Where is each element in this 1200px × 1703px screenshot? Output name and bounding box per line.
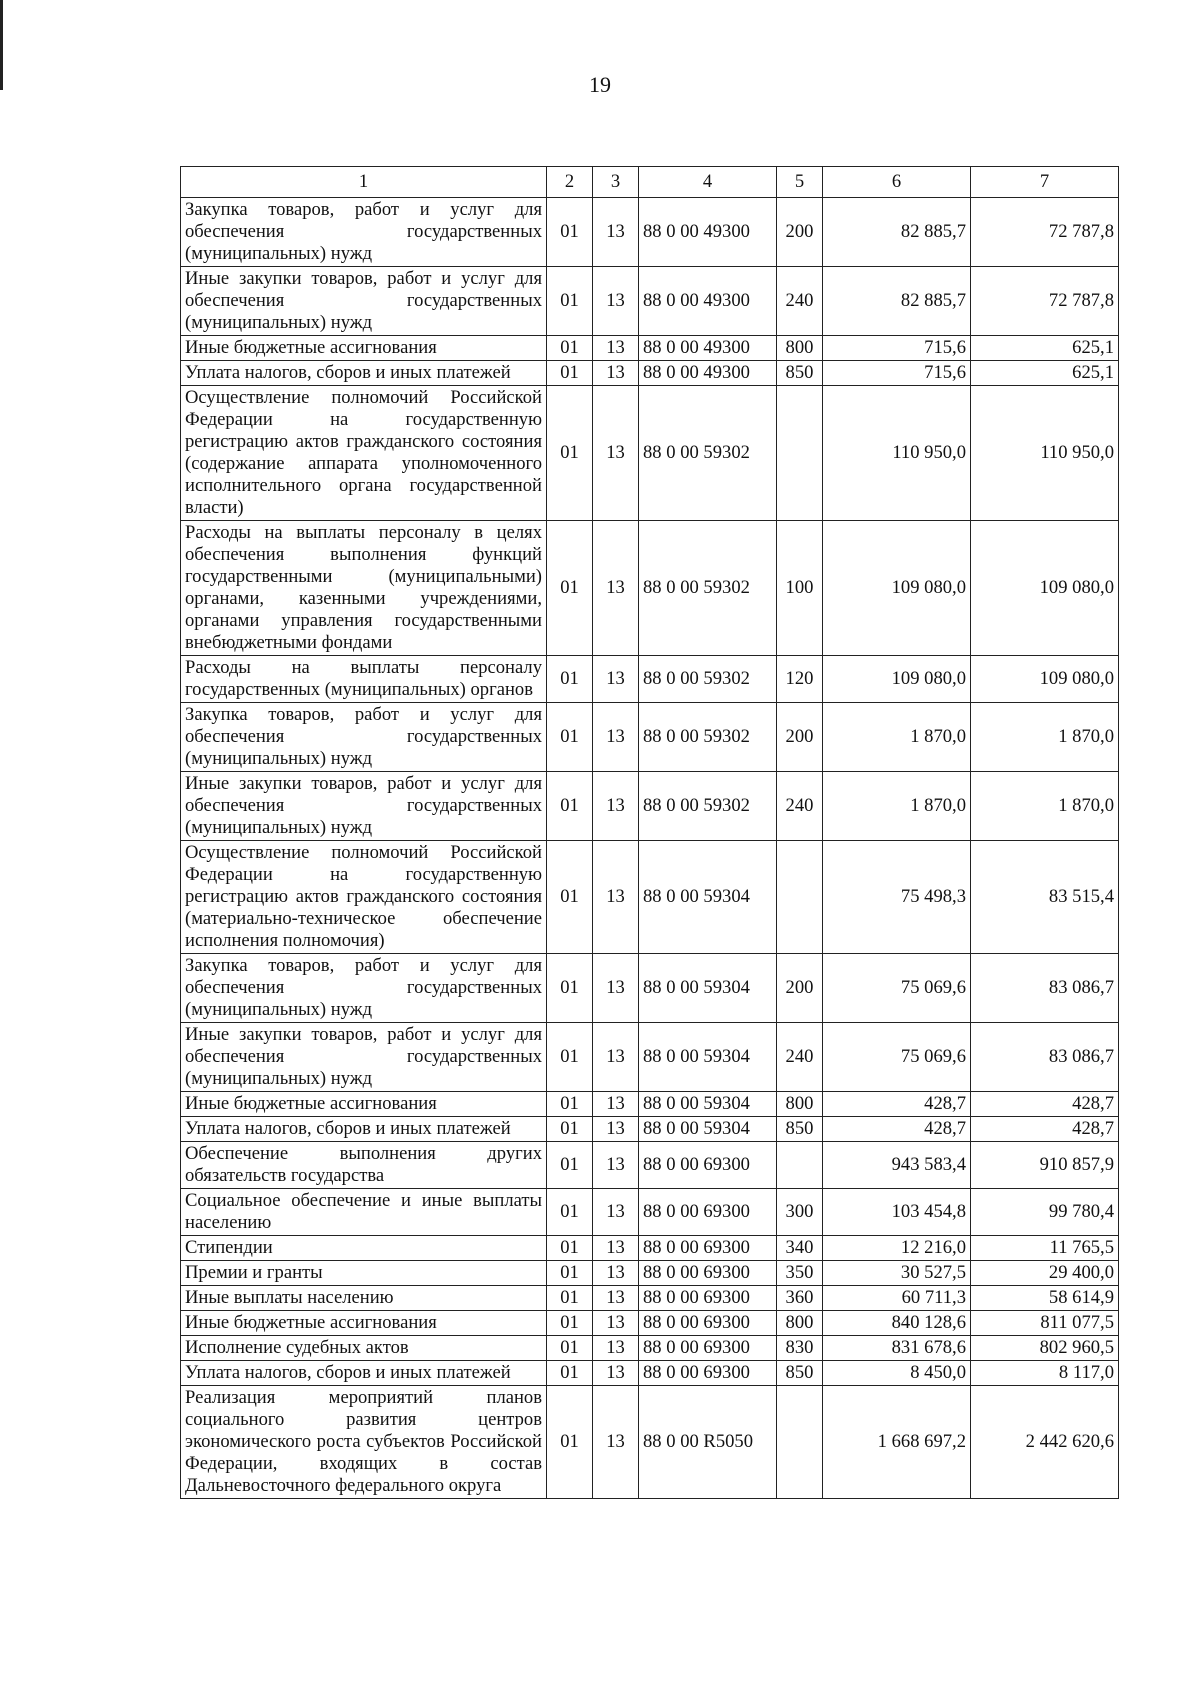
table-body [181,198,1119,1499]
row-name: Реализация мероприятий планов социального развития центров экономического роста субъектов Российской Федерации, входящих в состав Дальневосточного федерального округа [181,1386,547,1499]
table-row [181,1117,1119,1142]
row-amount-2: 428,7 [971,1092,1119,1117]
table-row [181,656,1119,703]
row-name: Иные закупки товаров, работ и услуг для обеспечения государственных (муниципальных) нужд [181,267,547,336]
table-row [181,1236,1119,1261]
row-expense-type: 350 [777,1261,823,1286]
row-expense-type: 850 [777,1117,823,1142]
row-amount-1: 109 080,0 [823,656,971,703]
row-amount-2: 625,1 [971,361,1119,386]
row-amount-2: 83 515,4 [971,841,1119,954]
row-subsection: 13 [593,1189,639,1236]
row-expense-type: 300 [777,1189,823,1236]
row-section: 01 [547,361,593,386]
row-amount-1: 109 080,0 [823,521,971,656]
row-expense-type [777,386,823,521]
row-amount-2: 72 787,8 [971,198,1119,267]
row-subsection: 13 [593,1286,639,1311]
row-amount-2: 802 960,5 [971,1336,1119,1361]
row-subsection: 13 [593,1092,639,1117]
row-section: 01 [547,656,593,703]
row-amount-1: 8 450,0 [823,1361,971,1386]
row-subsection: 13 [593,1023,639,1092]
row-section: 01 [547,1361,593,1386]
row-name: Иные бюджетные ассигнования [181,1311,547,1336]
row-expense-type: 200 [777,703,823,772]
row-target-article: 88 0 00 59302 [639,386,777,521]
row-name: Иные закупки товаров, работ и услуг для обеспечения государственных (муниципальных) нужд [181,1023,547,1092]
row-subsection: 13 [593,386,639,521]
row-name: Уплата налогов, сборов и иных платежей [181,1117,547,1142]
table-row [181,1336,1119,1361]
row-subsection: 13 [593,1142,639,1189]
row-section: 01 [547,1236,593,1261]
table-row [181,361,1119,386]
row-amount-1: 428,7 [823,1117,971,1142]
row-subsection: 13 [593,521,639,656]
row-target-article: 88 0 00 69300 [639,1236,777,1261]
row-subsection: 13 [593,1117,639,1142]
row-amount-1: 1 668 697,2 [823,1386,971,1499]
row-expense-type: 100 [777,521,823,656]
row-section: 01 [547,336,593,361]
header-col-6: 6 [823,167,971,198]
row-section: 01 [547,521,593,656]
row-expense-type [777,1386,823,1499]
row-name: Закупка товаров, работ и услуг для обеспечения государственных (муниципальных) нужд [181,703,547,772]
row-expense-type [777,1142,823,1189]
row-target-article: 88 0 00 49300 [639,336,777,361]
row-subsection: 13 [593,1361,639,1386]
table-row [181,336,1119,361]
row-name: Стипендии [181,1236,547,1261]
row-section: 01 [547,267,593,336]
row-amount-2: 29 400,0 [971,1261,1119,1286]
row-section: 01 [547,1286,593,1311]
row-section: 01 [547,386,593,521]
row-amount-2: 2 442 620,6 [971,1386,1119,1499]
row-section: 01 [547,1023,593,1092]
row-name: Осуществление полномочий Российской Федерации на государственную регистрацию актов гражданского состояния (содержание аппарата уполномоченного исполнительного органа государственной власти) [181,386,547,521]
row-subsection: 13 [593,1236,639,1261]
row-target-article: 88 0 00 69300 [639,1286,777,1311]
row-expense-type: 850 [777,1361,823,1386]
row-name: Иные бюджетные ассигнования [181,1092,547,1117]
row-amount-1: 715,6 [823,361,971,386]
row-target-article: 88 0 00 59302 [639,656,777,703]
row-subsection: 13 [593,772,639,841]
header-col-5: 5 [777,167,823,198]
row-amount-2: 1 870,0 [971,772,1119,841]
row-subsection: 13 [593,1336,639,1361]
row-subsection: 13 [593,336,639,361]
row-expense-type: 850 [777,361,823,386]
row-target-article: 88 0 00 59304 [639,1092,777,1117]
row-name: Расходы на выплаты персоналу в целях обеспечения выполнения функций государственными (муниципальными) органами, казенными учреждениями, органами управления государственными внебюджетными фондами [181,521,547,656]
row-expense-type: 120 [777,656,823,703]
row-expense-type: 830 [777,1336,823,1361]
row-amount-1: 82 885,7 [823,267,971,336]
row-amount-1: 82 885,7 [823,198,971,267]
row-amount-2: 110 950,0 [971,386,1119,521]
row-target-article: 88 0 00 69300 [639,1311,777,1336]
row-target-article: 88 0 00 59304 [639,1023,777,1092]
row-section: 01 [547,1261,593,1286]
row-expense-type: 800 [777,1311,823,1336]
row-amount-1: 1 870,0 [823,703,971,772]
row-amount-2: 99 780,4 [971,1189,1119,1236]
row-target-article: 88 0 00 59304 [639,841,777,954]
row-amount-1: 831 678,6 [823,1336,971,1361]
row-amount-1: 75 069,6 [823,1023,971,1092]
table-row [181,386,1119,521]
row-expense-type: 360 [777,1286,823,1311]
row-amount-2: 58 614,9 [971,1286,1119,1311]
row-expense-type: 240 [777,772,823,841]
row-name: Социальное обеспечение и иные выплаты населению [181,1189,547,1236]
table-row [181,1311,1119,1336]
row-subsection: 13 [593,656,639,703]
row-section: 01 [547,1092,593,1117]
row-expense-type: 240 [777,267,823,336]
row-target-article: 88 0 00 69300 [639,1261,777,1286]
table-row [181,703,1119,772]
row-name: Обеспечение выполнения других обязательств государства [181,1142,547,1189]
row-amount-1: 103 454,8 [823,1189,971,1236]
row-amount-2: 83 086,7 [971,1023,1119,1092]
row-amount-2: 83 086,7 [971,954,1119,1023]
row-amount-1: 75 498,3 [823,841,971,954]
row-amount-2: 625,1 [971,336,1119,361]
row-name: Расходы на выплаты персоналу государственных (муниципальных) органов [181,656,547,703]
table-row [181,1261,1119,1286]
row-amount-2: 910 857,9 [971,1142,1119,1189]
row-name: Иные бюджетные ассигнования [181,336,547,361]
row-subsection: 13 [593,267,639,336]
row-subsection: 13 [593,1311,639,1336]
row-amount-1: 60 711,3 [823,1286,971,1311]
row-target-article: 88 0 00 49300 [639,267,777,336]
row-section: 01 [547,1386,593,1499]
row-target-article: 88 0 00 49300 [639,198,777,267]
table-row [181,521,1119,656]
row-amount-1: 12 216,0 [823,1236,971,1261]
row-name: Премии и гранты [181,1261,547,1286]
table-row [181,1023,1119,1092]
row-name: Уплата налогов, сборов и иных платежей [181,1361,547,1386]
row-section: 01 [547,1336,593,1361]
row-amount-2: 8 117,0 [971,1361,1119,1386]
header-row [181,167,1119,198]
header-col-3: 3 [593,167,639,198]
row-subsection: 13 [593,1261,639,1286]
row-name: Закупка товаров, работ и услуг для обеспечения государственных (муниципальных) нужд [181,198,547,267]
table-row [181,1286,1119,1311]
row-section: 01 [547,1311,593,1336]
row-target-article: 88 0 00 69300 [639,1142,777,1189]
table-row [181,1142,1119,1189]
row-section: 01 [547,1189,593,1236]
row-subsection: 13 [593,1386,639,1499]
row-target-article: 88 0 00 59304 [639,1117,777,1142]
row-section: 01 [547,1117,593,1142]
table-row [181,267,1119,336]
row-name: Исполнение судебных актов [181,1336,547,1361]
table-row [181,954,1119,1023]
table-header [181,167,1119,198]
row-target-article: 88 0 00 69300 [639,1189,777,1236]
row-target-article: 88 0 00 59304 [639,954,777,1023]
row-target-article: 88 0 00 R5050 [639,1386,777,1499]
row-amount-1: 75 069,6 [823,954,971,1023]
row-target-article: 88 0 00 69300 [639,1336,777,1361]
table-row [181,1361,1119,1386]
row-subsection: 13 [593,841,639,954]
row-subsection: 13 [593,198,639,267]
header-col-2: 2 [547,167,593,198]
row-name: Осуществление полномочий Российской Федерации на государственную регистрацию актов гражданского состояния (материально-техническое обеспечение исполнения полномочия) [181,841,547,954]
row-section: 01 [547,198,593,267]
row-expense-type: 200 [777,198,823,267]
table-row [181,772,1119,841]
page-number: 19 [589,72,611,97]
row-expense-type: 200 [777,954,823,1023]
row-subsection: 13 [593,954,639,1023]
row-amount-2: 72 787,8 [971,267,1119,336]
row-expense-type: 340 [777,1236,823,1261]
row-amount-1: 30 527,5 [823,1261,971,1286]
row-target-article: 88 0 00 49300 [639,361,777,386]
row-amount-2: 1 870,0 [971,703,1119,772]
row-amount-2: 428,7 [971,1117,1119,1142]
row-amount-1: 428,7 [823,1092,971,1117]
table-row [181,198,1119,267]
row-amount-1: 1 870,0 [823,772,971,841]
row-target-article: 88 0 00 59302 [639,772,777,841]
row-target-article: 88 0 00 69300 [639,1361,777,1386]
row-name: Иные закупки товаров, работ и услуг для обеспечения государственных (муниципальных) нужд [181,772,547,841]
row-amount-1: 110 950,0 [823,386,971,521]
header-col-4: 4 [639,167,777,198]
row-section: 01 [547,1142,593,1189]
header-col-1: 1 [181,167,547,198]
row-amount-2: 811 077,5 [971,1311,1119,1336]
row-amount-2: 109 080,0 [971,521,1119,656]
row-amount-2: 11 765,5 [971,1236,1119,1261]
header-col-7: 7 [971,167,1119,198]
row-section: 01 [547,703,593,772]
row-amount-1: 943 583,4 [823,1142,971,1189]
row-target-article: 88 0 00 59302 [639,703,777,772]
table-row [181,1386,1119,1499]
row-name: Закупка товаров, работ и услуг для обеспечения государственных (муниципальных) нужд [181,954,547,1023]
table-row [181,1189,1119,1236]
row-amount-2: 109 080,0 [971,656,1119,703]
row-amount-1: 715,6 [823,336,971,361]
row-section: 01 [547,772,593,841]
row-expense-type [777,841,823,954]
row-expense-type: 800 [777,1092,823,1117]
row-expense-type: 240 [777,1023,823,1092]
row-amount-1: 840 128,6 [823,1311,971,1336]
row-section: 01 [547,841,593,954]
table-row [181,1092,1119,1117]
row-name: Иные выплаты населению [181,1286,547,1311]
row-section: 01 [547,954,593,1023]
row-expense-type: 800 [777,336,823,361]
row-name: Уплата налогов, сборов и иных платежей [181,361,547,386]
budget-table [180,166,1119,1499]
row-subsection: 13 [593,361,639,386]
table-row [181,841,1119,954]
row-target-article: 88 0 00 59302 [639,521,777,656]
row-subsection: 13 [593,703,639,772]
